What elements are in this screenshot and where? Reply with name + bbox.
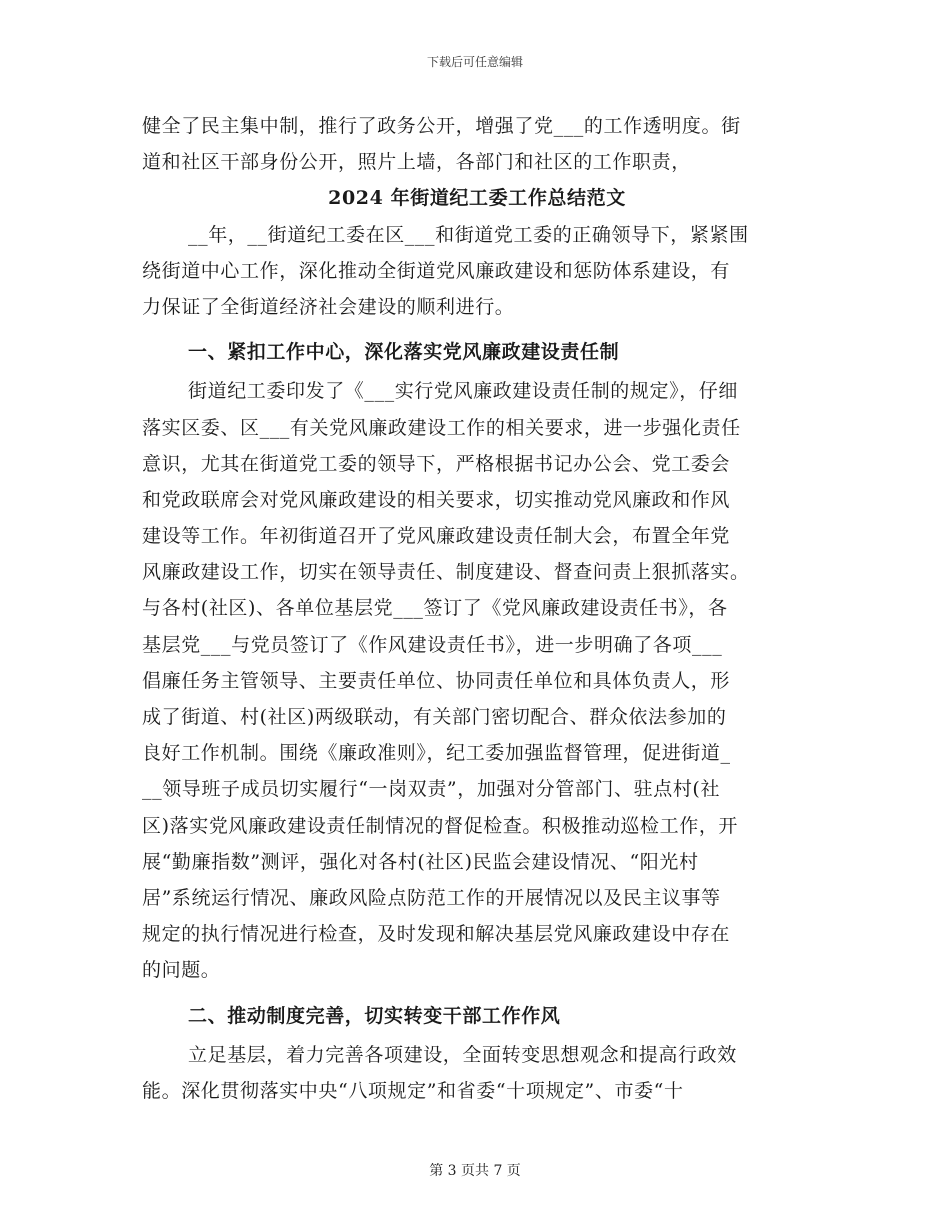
- text-line: 风廉政建设工作，切实在领导责任、制度建设、督查问责上狠抓落实。: [142, 561, 750, 584]
- text-line: 良好工作机制。围绕《廉政准则》，纪工委加强监督管理，促进街道_: [142, 742, 731, 765]
- text-line: 健全了民主集中制，推行了政务公开，增强了党___的工作透明度。街: [142, 115, 741, 137]
- text-line: 意识，尤其在街道党工委的领导下，严格根据书记办公会、党工委会: [142, 452, 731, 475]
- document-body: [142, 108, 812, 1109]
- section2-paragraph: [142, 1037, 812, 1109]
- text-line: 的问题。: [142, 959, 221, 982]
- text-line: 基层党___与党员签订了《作风建设责任书》，进一步明确了各项___: [142, 633, 723, 656]
- text-line: 落实区委、区___有关党风廉政建设工作的相关要求，进一步强化责任: [142, 416, 741, 439]
- text-line: 道和社区干部身份公开，照片上墙，各部门和社区的工作职责，: [142, 151, 691, 174]
- text-line: 和党政联席会对党风廉政建设的相关要求，切实推动党风廉政和作风: [142, 488, 731, 511]
- text-line: 区)落实党风廉政建设责任制情况的督促检查。积极推动巡检工作，开: [142, 814, 739, 837]
- text-line: 倡廉任务主管领导、主要责任单位、协同责任单位和具体负责人，形: [142, 669, 731, 692]
- text-line: __年，__街道纪工委在区___和街道党工委的正确领导下，紧紧围: [188, 223, 749, 246]
- text-line: 建设等工作。年初街道召开了党风廉政建设责任制大会，布置全年党: [142, 525, 731, 548]
- text-line: 与各村(社区)、各单位基层党___签订了《党风廉政建设责任书》，各: [142, 597, 728, 620]
- text-line: 绕街道中心工作，深化推动全街道党风廉政建设和惩防体系建设，有: [142, 259, 731, 282]
- page-footer: 第 3 页共 7 页: [429, 1163, 521, 1179]
- intro-paragraph: [142, 217, 812, 326]
- text-line: __领导班子成员切实履行“一岗双责”，加强对分管部门、驻点村(社: [142, 778, 721, 801]
- page-header: 下载后可任意编辑: [426, 55, 523, 69]
- text-line: 展“勤廉指数”测评，强化对各村(社区)民监会建设情况、“阳光村: [142, 850, 699, 873]
- text-line: 立足基层，着力完善各项建设，全面转变思想观念和提高行政效: [188, 1043, 737, 1066]
- text-line: 能。深化贯彻落实中央“八项规定”和省委“十项规定”、市委“十: [142, 1079, 684, 1102]
- text-line: 规定的执行情况进行检查，及时发现和解决基层党风廉政建设中存在: [142, 923, 731, 946]
- text-line: 力保证了全街道经济社会建设的顺利进行。: [142, 295, 515, 318]
- text-line: 居”系统运行情况、廉政风险点防范工作的开展情况以及民主议事等: [142, 886, 721, 909]
- section-heading-2: 二、推动制度完善，切实转变干部工作作风: [188, 1004, 561, 1027]
- section-heading-1: 一、紧扣工作中心，深化落实党风廉政建设责任制: [188, 341, 620, 364]
- text-line: 街道纪工委印发了《___实行党风廉政建设责任制的规定》，仔细: [188, 380, 739, 403]
- text-line: 成了街道、村(社区)两级联动，有关部门密切配合、群众依法参加的: [142, 706, 727, 728]
- document-title: 2024 年街道纪工委工作总结范文: [328, 187, 626, 210]
- continuation-paragraph: [142, 108, 812, 180]
- section1-paragraph: [142, 373, 812, 988]
